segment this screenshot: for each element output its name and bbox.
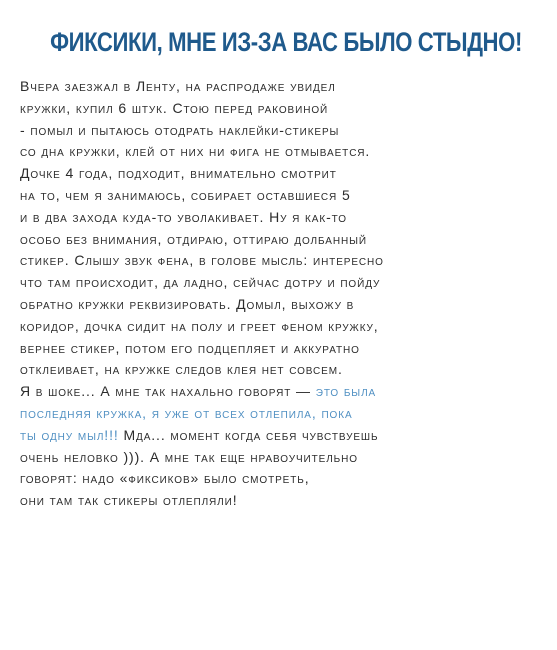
story-line: обратно кружки реквизировать. Домыл, выхожу в — [20, 295, 355, 312]
highlighted-text: это была — [315, 383, 377, 400]
story-line: что там происходит, да ладно, сейчас дотру и пойду — [20, 274, 381, 291]
story-line: коридор, дочка сидит на полу и греет феном кружку, — [20, 317, 379, 334]
story-line: Дочке 4 года, подходит, внимательно смотрит — [20, 165, 337, 182]
story-line-plain: Я в шоке... А мне так нахально говорят — — [20, 383, 316, 400]
story-line-plain: Мда... момент когда себя чувствуешь — [118, 426, 379, 443]
story-line: говорят: надо «фиксиков» было смотреть, — [20, 470, 310, 487]
story-line: они там так стикеры отлепляли! — [20, 492, 238, 509]
story-line: - помыл и пытаюсь отодрать наклейки-стикеры — [20, 121, 340, 138]
story-text — [20, 76, 540, 512]
story-line: и в два захода куда-то уволакивает. Ну я как-то — [20, 208, 347, 225]
story-line: вернее стикер, потом его подцепляет и аккуратно — [20, 339, 360, 356]
story-line: особо без внимания, отдираю, оттираю долбанный — [20, 230, 367, 247]
story-line-with-highlight-end — [20, 425, 540, 447]
story-line: Вчера заезжал в Ленту, на распродаже увидел — [20, 78, 336, 94]
story-line: кружки, купил 6 штук. Стою перед раковиной — [20, 99, 329, 116]
highlighted-text: ты одну мыл!!! — [20, 426, 119, 443]
post-title: ФИКСИКИ, МНЕ ИЗ-ЗА ВАС БЫЛО СТЫДНО! — [50, 27, 522, 57]
story-line: стикер. Слышу звук фена, в голове мысль: интересно — [20, 252, 384, 269]
story-line: очень неловко ))). А мне так еще нравоучительно — [20, 448, 358, 465]
story-line: со дна кружки, клей от них ни фига не отмывается. — [20, 143, 371, 160]
highlighted-line: последняя кружка, я уже от всех отлепила, пока — [20, 404, 353, 421]
story-line-with-highlight-start — [20, 381, 540, 403]
story-line: отклеивает, на кружке следов клея нет совсем. — [20, 361, 343, 378]
story-line: на то, чем я занимаюсь, собирает оставшиеся 5 — [20, 186, 351, 203]
